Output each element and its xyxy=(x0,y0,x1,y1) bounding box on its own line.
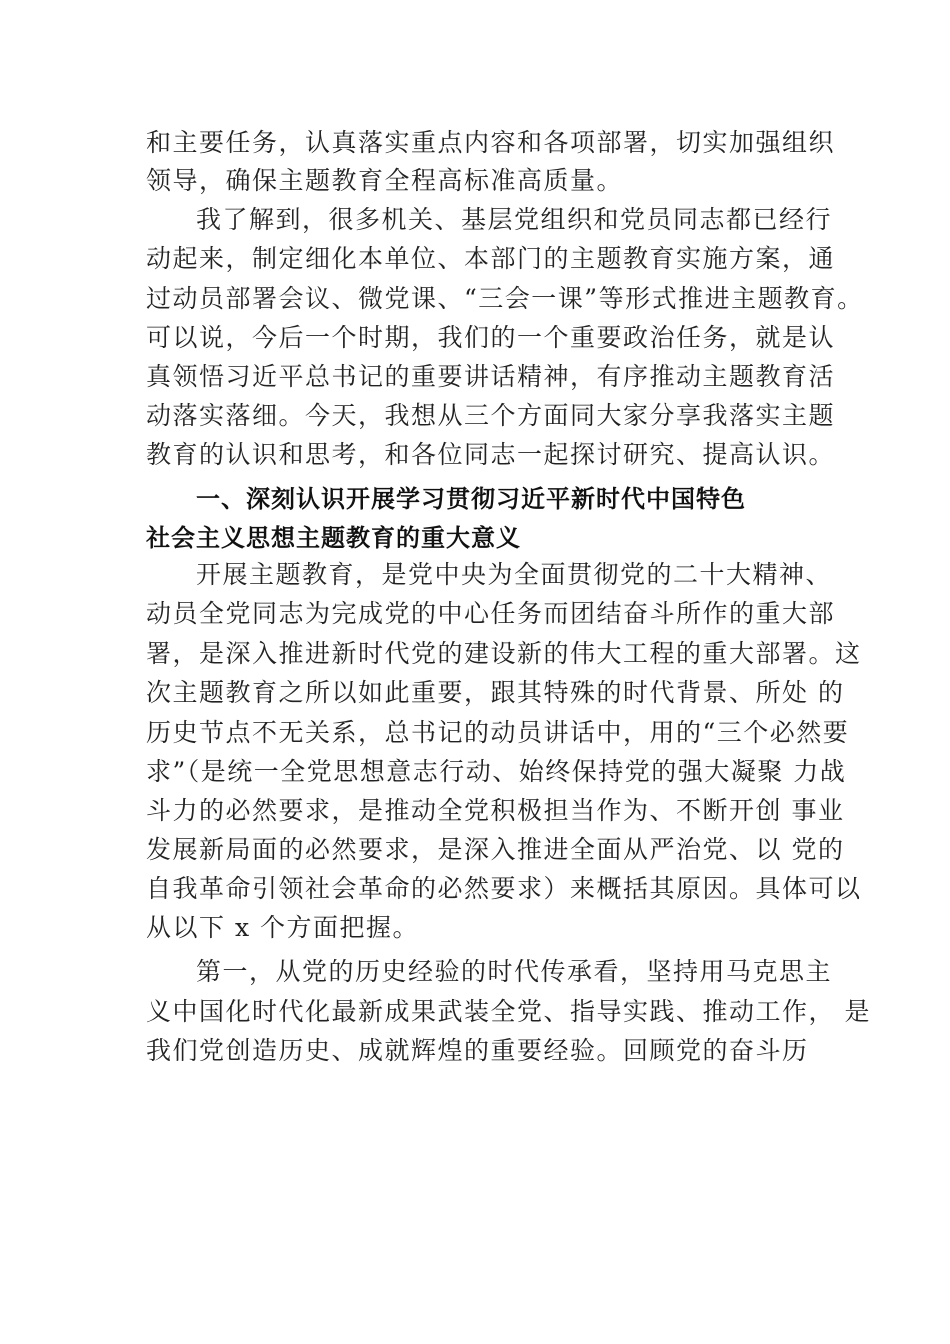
text-line: 动落实落细。今天，我想从三个方面同大家分享我落实主题 xyxy=(146,401,836,430)
text-line: 教育的认识和思考，和各位同志一起探讨研究、提高认识。 xyxy=(146,440,836,469)
text-line: 署，是深入推进新时代党的建设新的伟大工程的重大部署。这 xyxy=(146,639,862,668)
text-line: 斗力的必然要求，是推动全党积极担当作为、不断开创 事业 xyxy=(146,796,845,825)
section-heading-line-2: 社会主义思想主题教育的重大意义 xyxy=(146,524,521,552)
text-line: 我们党创造历史、成就辉煌的重要经验。回顾党的奋斗历 xyxy=(146,1036,809,1065)
text-line: 和主要任务，认真落实重点内容和各项部署，切实加强组织 xyxy=(146,128,836,157)
text-line: 求”（是统一全党思想意志行动、始终保持党的强大凝聚 力战 xyxy=(146,757,847,786)
text-line: 过动员部署会议、微党课、“三会一课”等形式推进主题教育。 xyxy=(146,284,864,313)
section-heading-line-1: 一、深刻认识开展学习贯彻习近平新时代中国特色 xyxy=(196,485,746,513)
text-line: 次主题教育之所以如此重要，跟其特殊的时代背景、所处 的 xyxy=(146,678,845,707)
text-line: 真领悟习近平总书记的重要讲话精神，有序推动主题教育活 xyxy=(146,362,836,391)
text-line: 发展新局面的必然要求，是深入推进全面从严治党、以 党的 xyxy=(146,835,845,864)
paragraph-start-line: 开展主题教育，是党中央为全面贯彻党的二十大精神、 xyxy=(196,560,833,589)
text-line: 自我革命引领社会革命的必然要求）来概括其原因。具体可以 xyxy=(146,874,862,903)
text-line: 义中国化时代化最新成果武装全党、指导实践、推动工作， 是 xyxy=(146,997,871,1026)
text-line: 历史节点不无关系，总书记的动员讲话中，用的“三个必然要 xyxy=(146,718,850,747)
text-line: 可以说，今后一个时期，我们的一个重要政治任务，就是认 xyxy=(146,323,836,352)
text-line: 从以下 x 个方面把握。 xyxy=(146,913,419,942)
text-line: 领导，确保主题教育全程高标准高质量。 xyxy=(146,166,624,195)
paragraph-start-line: 我了解到，很多机关、基层党组织和党员同志都已经行 xyxy=(196,205,833,234)
paragraph-start-line: 第一，从党的历史经验的时代传承看，坚持用马克思主 xyxy=(196,957,833,986)
text-line: 动起来，制定细化本单位、本部门的主题教育实施方案，通 xyxy=(146,244,836,273)
text-line: 动员全党同志为完成党的中心任务而团结奋斗所作的重大部 xyxy=(146,599,836,628)
